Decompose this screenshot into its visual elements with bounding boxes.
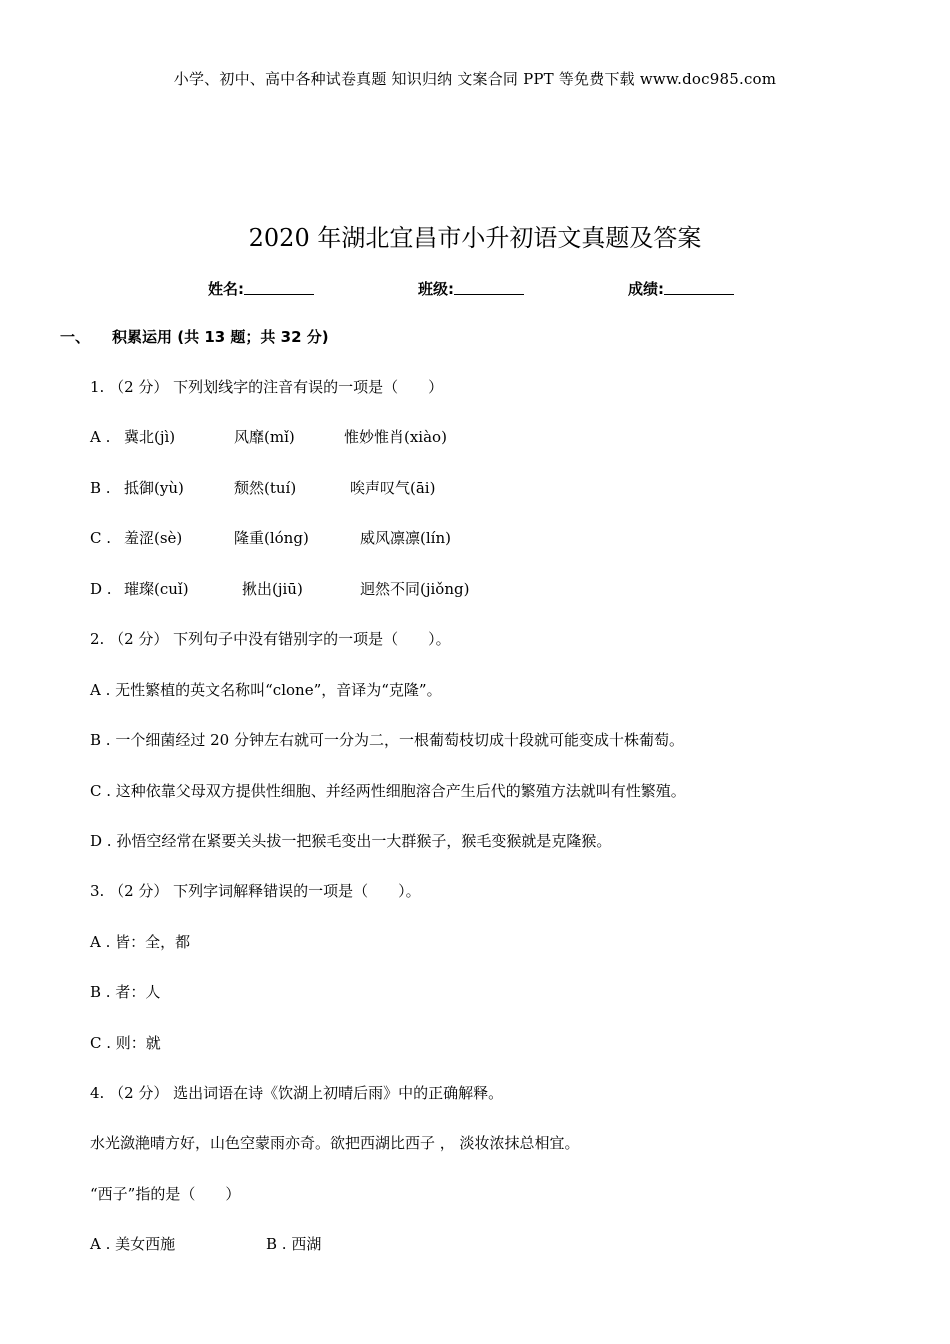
q3-option-a: A . 皆：全，都 <box>90 933 191 951</box>
q1-option-c: C . 羞涩(sè) 隆重(lóng) 威风凛凛(lín) <box>90 529 451 547</box>
score-field <box>628 278 734 299</box>
score-blank <box>664 280 734 295</box>
name-blank <box>244 280 314 295</box>
q1-stem: 1. （2 分） 下列划线字的注音有误的一项是（ ） <box>90 378 444 396</box>
q4-stem: 4. （2 分） 选出词语在诗《饮湖上初晴后雨》中的正确解释。 <box>90 1084 504 1102</box>
q4-option-a: A . 美女西施 <box>90 1235 176 1253</box>
section-title: 积累运用 (共 13 题；共 32 分) <box>112 328 329 346</box>
q2-option-c: C . 这种依靠父母双方提供性细胞、并经两性细胞溶合产生后代的繁殖方法就叫有性繁殖。 <box>90 782 686 800</box>
class-label: 班级: <box>418 280 454 298</box>
class-field <box>418 278 524 299</box>
q4-question: “西子”指的是（ ） <box>90 1185 241 1203</box>
section-heading <box>60 326 329 347</box>
q4-poem: 水光潋滟晴方好，山色空蒙雨亦奇。欲把西湖比西子 ， 淡妆浓抹总相宜。 <box>90 1134 580 1152</box>
section-number: 一、 <box>60 328 91 346</box>
q1-option-a: A . 冀北(jì) 风靡(mǐ) 惟妙惟肖(xiào) <box>90 428 447 446</box>
q3-option-c: C . 则：就 <box>90 1034 161 1052</box>
page-header: 小学、初中、高中各种试卷真题 知识归纳 文案合同 PPT 等免费下载 www.doc985.com <box>173 70 777 88</box>
q2-option-b: B . 一个细菌经过 20 分钟左右就可一分为二，一根葡萄枝切成十段就可能变成十株葡萄。 <box>90 731 684 749</box>
q3-stem: 3. （2 分） 下列字词解释错误的一项是（ ）。 <box>90 882 421 900</box>
class-blank <box>454 280 524 295</box>
q2-option-d: D . 孙悟空经常在紧要关头拔一把猴毛变出一大群猴子，猴毛变猴就是克隆猴。 <box>90 832 612 850</box>
student-info-fields <box>208 278 768 300</box>
score-label: 成绩: <box>628 280 664 298</box>
q1-option-b: B . 抵御(yù) 颓然(tuí) 唉声叹气(āi) <box>90 479 436 497</box>
q1-option-d: D . 璀璨(cuǐ) 揪出(jiū) 迥然不同(jiǒng) <box>90 580 470 598</box>
q2-stem: 2. （2 分） 下列句子中没有错别字的一项是（ ）。 <box>90 630 451 648</box>
q4-options <box>90 1233 321 1254</box>
q3-option-b: B . 者：人 <box>90 983 161 1001</box>
q4-option-b: B . 西湖 <box>266 1235 322 1253</box>
q2-option-a: A . 无性繁植的英文名称叫“clone”，音译为“克隆”。 <box>90 681 442 699</box>
name-field <box>208 278 314 299</box>
page-title: 2020 年湖北宜昌市小升初语文真题及答案 <box>248 224 702 252</box>
name-label: 姓名: <box>208 280 244 298</box>
